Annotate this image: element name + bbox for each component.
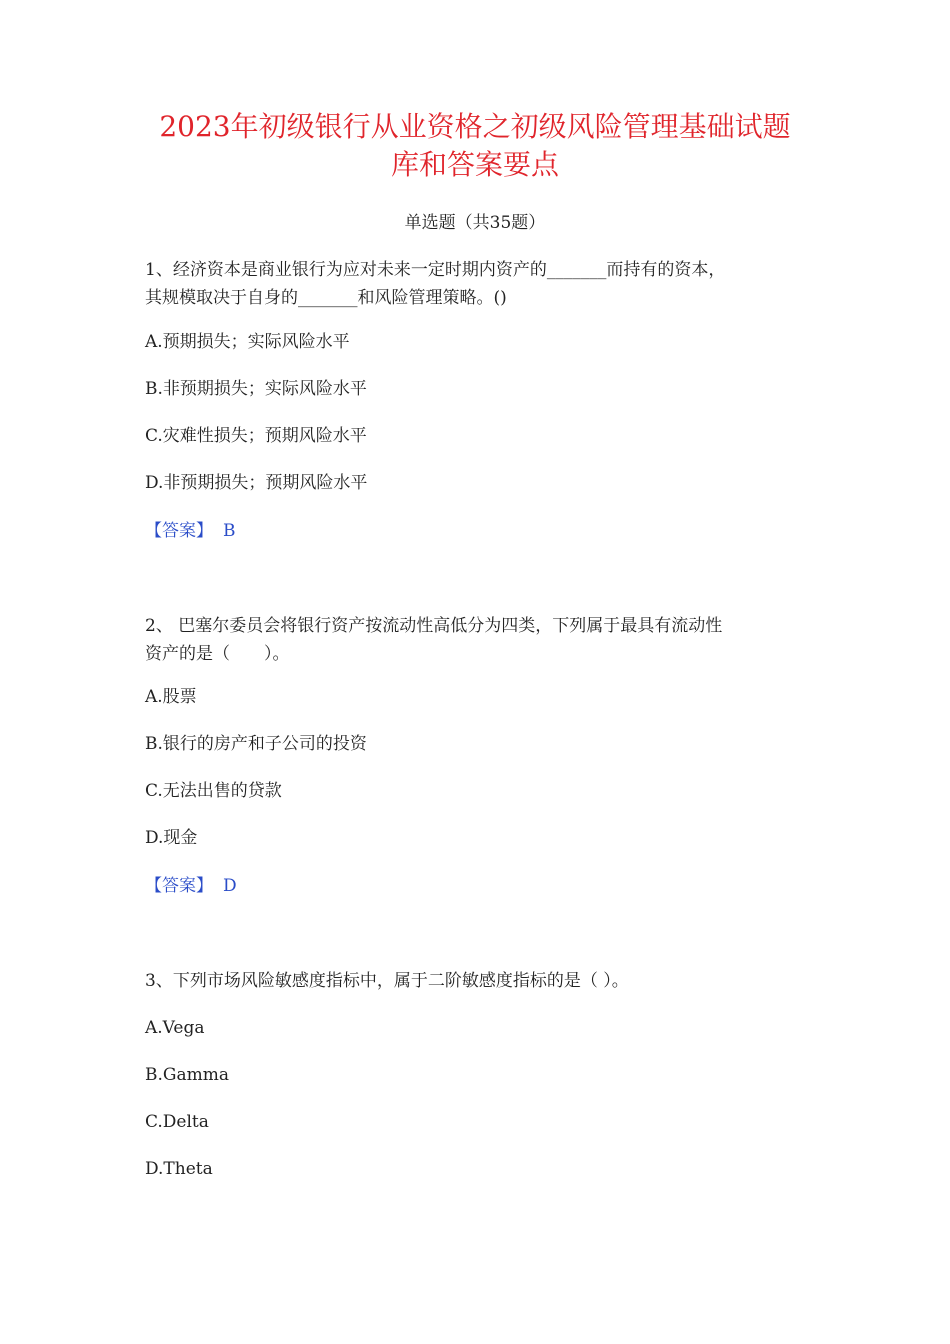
question-3-option-d: D.Theta [145, 1159, 213, 1179]
title-line-2: 库和答案要点 [390, 148, 559, 181]
question-2-answer [145, 873, 237, 899]
document-title [100, 108, 850, 184]
question-2-stem-line-1: 2、 巴塞尔委员会将银行资产按流动性高低分为四类，下列属于最具有流动性 [145, 616, 723, 636]
answer-value: B [223, 521, 236, 541]
section-heading: 单选题（共35题） [404, 213, 546, 233]
question-1-stem [145, 256, 810, 312]
question-2-option-a: A.股票 [145, 687, 197, 707]
title-line-1: 2023年初级银行从业资格之初级风险管理基础试题 [159, 110, 791, 143]
question-2-stem-line-2: 资产的是（ ）。 [145, 644, 290, 664]
question-3-option-c: C.Delta [145, 1112, 209, 1132]
question-1-stem-line-1: 1、经济资本是商业银行为应对未来一定时期内资产的_______而持有的资本， [145, 260, 726, 280]
answer-label: 【答案】 [145, 876, 213, 896]
question-1-option-c: C.灾难性损失；预期风险水平 [145, 426, 367, 446]
question-3-stem [145, 967, 810, 995]
question-2-stem [145, 612, 810, 668]
answer-value: D [223, 876, 237, 896]
question-1-option-a: A.预期损失；实际风险水平 [145, 332, 350, 352]
question-1-option-d: D.非预期损失；预期风险水平 [145, 473, 368, 493]
question-1-stem-line-2: 其规模取决于自身的_______和风险管理策略。() [145, 288, 507, 308]
question-2-option-c: C.无法出售的贷款 [145, 781, 282, 801]
question-3-stem-line-1: 3、下列市场风险敏感度指标中，属于二阶敏感度指标的是（ ）。 [145, 971, 629, 991]
question-2-option-d: D.现金 [145, 828, 198, 848]
question-1-option-b: B.非预期损失；实际风险水平 [145, 379, 367, 399]
question-3-option-a: A.Vega [145, 1018, 205, 1038]
question-1-answer [145, 518, 236, 544]
question-3-option-b: B.Gamma [145, 1065, 229, 1085]
answer-label: 【答案】 [145, 521, 213, 541]
question-2-option-b: B.银行的房产和子公司的投资 [145, 734, 367, 754]
